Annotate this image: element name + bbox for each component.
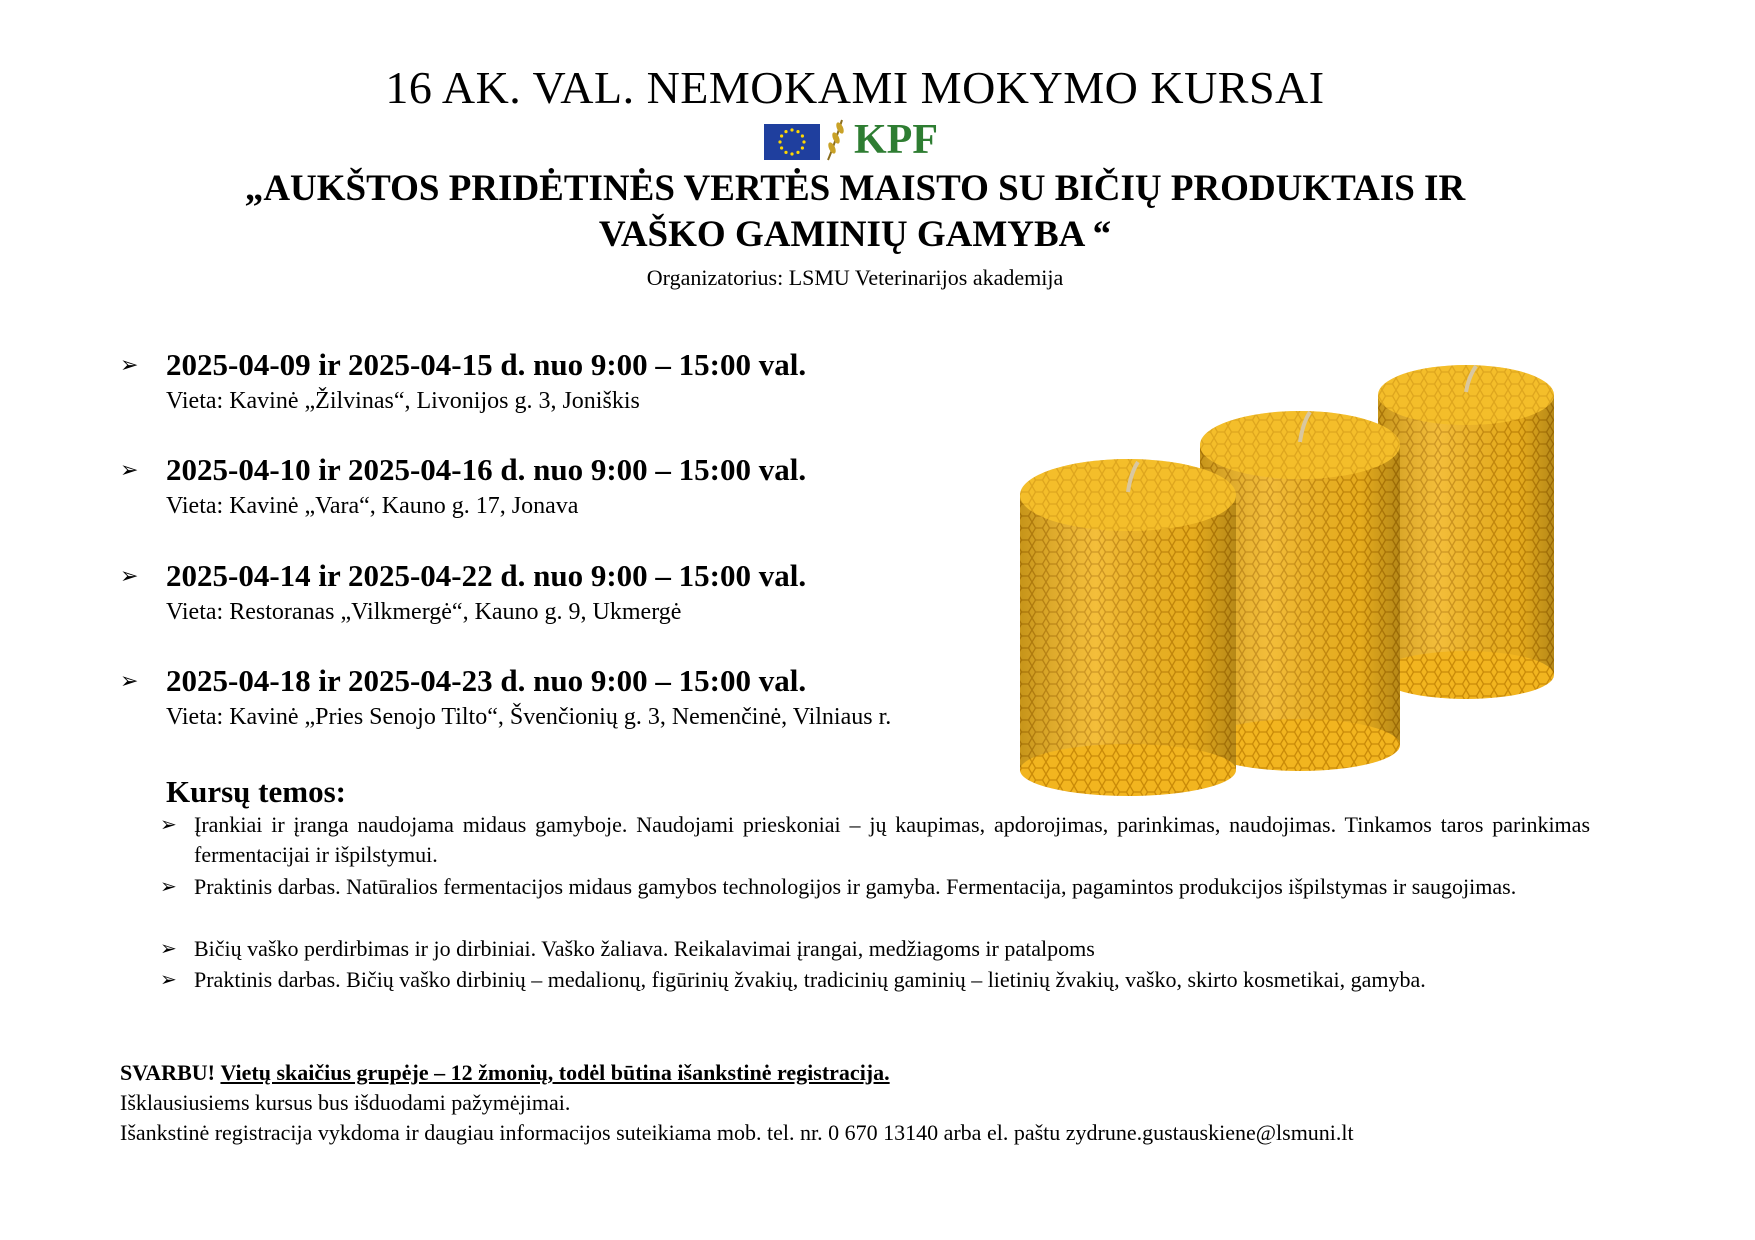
topic-item [160,965,1590,995]
arrow-bullet-icon: ➢ [160,814,177,836]
arrow-bullet-icon: ➢ [160,969,177,991]
arrow-bullet-icon: ➢ [120,352,139,377]
topic-text: Praktinis darbas. Natūralios fermentacijos midaus gamybos technologijos ir gamyba. Fermentacija, pagamintos produkcijos išpilstymas ir saugojimas. [194,874,1517,899]
group-size-note: Vietų skaičius grupėje – 12 žmonių, todėl būtina išankstinė registracija. [220,1060,890,1085]
topic-item [160,872,1590,932]
course-title-line-1: „AUKŠTOS PRIDĖTINĖS VERTĖS MAISTO SU BIČIŲ PRODUKTAIS IR [244,168,1466,209]
session-2 [120,451,1120,521]
topics-heading: Kursų temos: [166,774,346,809]
session-place: Vieta: Restoranas „Vilkmergė“, Kauno g. 9, Ukmergė [166,599,682,625]
wheat-icon [827,120,846,160]
topic-item [160,934,1590,964]
organizer: Organizatorius: LSMU Veterinarijos akademija [646,265,1064,290]
contact-info: Išankstinė registracija vykdoma ir daugiau informacijos suteikiama mob. tel. nr. 0 670 13140 arba el. paštu zydrune.gustauskiene@lsmuni.lt [120,1120,1354,1145]
topic-item [160,810,1590,870]
session-place: Vieta: Kavinė „Žilvinas“, Livonijos g. 3, Joniškis [166,388,640,414]
session-place: Vieta: Kavinė „Pries Senojo Tilto“, Švenčionių g. 3, Nemenčinė, Vilniaus r. [166,704,892,730]
session-date: 2025-04-09 ir 2025-04-15 d. nuo 9:00 – 15:00 val. [166,347,807,382]
session-1 [120,346,1120,416]
session-date: 2025-04-18 ir 2025-04-23 d. nuo 9:00 – 15:00 val. [166,663,807,698]
session-date: 2025-04-10 ir 2025-04-16 d. nuo 9:00 – 15:00 val. [166,452,807,487]
page-title: 16 AK. VAL. NEMOKAMI MOKYMO KURSAI [385,62,1325,113]
important-notice [120,1058,890,1088]
logo-group [764,118,944,162]
arrow-bullet-icon: ➢ [120,457,139,482]
arrow-bullet-icon: ➢ [160,876,177,898]
topic-text: Bičių vaško perdirbimas ir jo dirbiniai. Vaško žaliava. Reikalavimai įrangai, medžiagoms ir patalpoms [194,936,1095,961]
topic-text: Įrankiai ir įranga naudojama midaus gamyboje. Naudojami prieskoniai – jų kaupimas, apdorojimas, parinkimas, naudojimas. Tinkamos taros parinkimas fermentacijai ir išpilstymui. [194,812,1590,867]
course-title [100,166,1610,258]
session-place: Vieta: Kavinė „Vara“, Kauno g. 17, Jonava [166,493,579,519]
kpf-logo: KPF [854,117,938,163]
arrow-bullet-icon: ➢ [120,563,139,588]
topic-text: Praktinis darbas. Bičių vaško dirbinių – medalionų, figūrinių žvakių, tradicinių gaminių – lietinių žvakių, vaško, skirto kosmetikai, gamyba. [194,967,1426,992]
important-label: SVARBU! [120,1060,215,1085]
session-date: 2025-04-14 ir 2025-04-22 d. nuo 9:00 – 15:00 val. [166,558,807,593]
course-title-line-2: VAŠKO GAMINIŲ GAMYBA “ [598,214,1112,255]
session-4 [120,662,1120,732]
session-3 [120,557,1120,627]
candle-right [1378,365,1554,699]
arrow-bullet-icon: ➢ [160,938,177,960]
certificates-note: Išklausiusiems kursus bus išduodami pažymėjimai. [120,1090,571,1115]
arrow-bullet-icon: ➢ [120,668,139,693]
